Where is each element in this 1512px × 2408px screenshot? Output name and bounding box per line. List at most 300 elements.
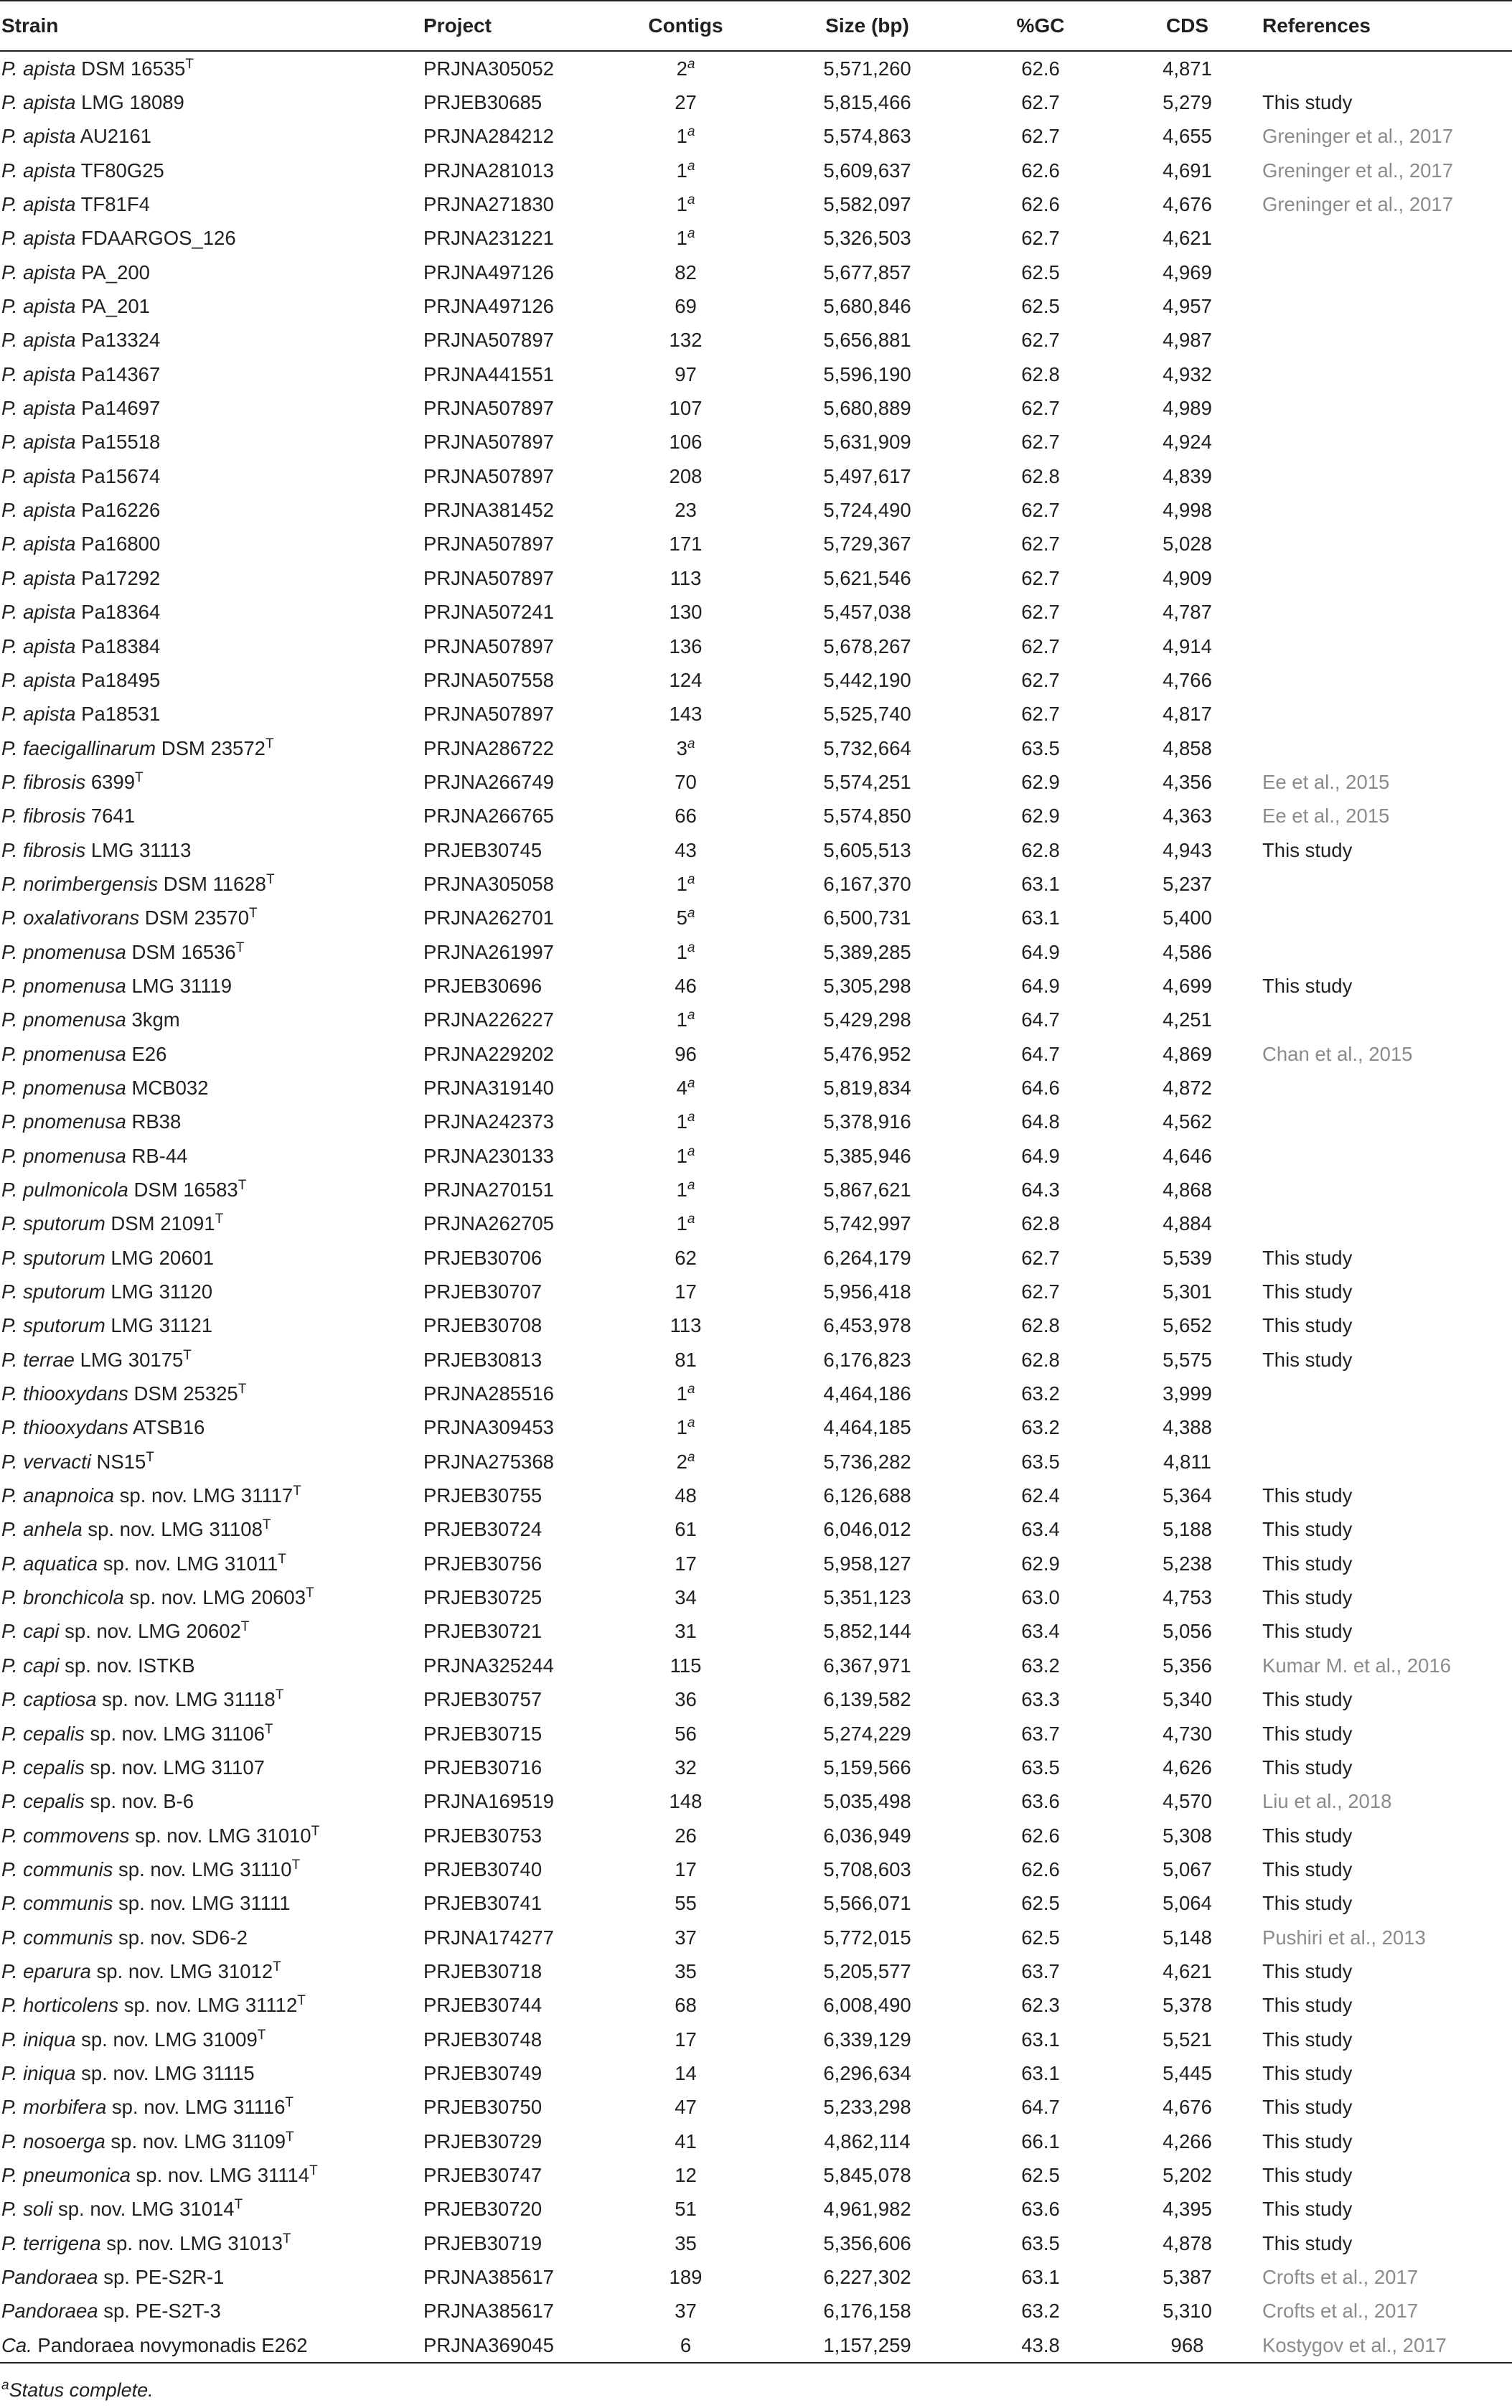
type-strain-marker: T	[311, 1823, 320, 1839]
cell-reference	[1262, 867, 1512, 901]
cell-size: 5,742,997	[823, 1212, 911, 1235]
table-row	[0, 120, 1512, 154]
contigs-value: 115	[670, 1654, 702, 1677]
cell-project: PRJNA507897	[423, 533, 554, 556]
cell-reference: Crofts et al., 2017	[1262, 2266, 1419, 2289]
cell-size: 6,167,370	[823, 872, 911, 895]
type-strain-marker: T	[306, 1585, 314, 1601]
table-row	[0, 1275, 1512, 1308]
strain-designation: 6399	[85, 770, 136, 793]
strain-genus: P.	[1, 125, 18, 148]
type-strain-marker: T	[235, 940, 245, 955]
cell-strain	[0, 663, 423, 697]
strain-genus: P.	[1, 2163, 18, 2186]
cell-strain	[0, 2226, 423, 2260]
cell-contigs	[606, 2056, 766, 2090]
strain-genus: P.	[1, 1654, 18, 1677]
table-row	[0, 1411, 1512, 1445]
cell-cds: 5,400	[1163, 906, 1212, 929]
status-complete-marker: a	[687, 1110, 695, 1125]
table-row	[0, 698, 1512, 731]
strain-epithet: pnomenusa	[23, 1042, 126, 1065]
table-row	[0, 1683, 1512, 1717]
strain-genus: P.	[1, 1824, 18, 1847]
cell-size: 5,958,127	[823, 1552, 911, 1575]
cell-reference: This study	[1262, 838, 1353, 861]
cell-gc: 62.7	[1021, 91, 1060, 114]
cell-strain	[0, 1411, 423, 1445]
cell-strain	[0, 1139, 423, 1173]
contigs-value: 36	[675, 1688, 697, 1711]
contigs-value: 47	[675, 2096, 697, 2119]
strain-designation: ATSB16	[128, 1416, 205, 1439]
strain-genus: P.	[1, 1246, 18, 1269]
strain-genus: P.	[1, 2198, 18, 2221]
cell-size: 5,305,298	[823, 974, 911, 997]
strain-designation: sp. nov. LMG 31114	[130, 2163, 310, 2186]
cell-gc: 63.1	[1021, 2266, 1060, 2289]
contigs-value: 1	[676, 1416, 687, 1439]
cell-strain	[0, 935, 423, 969]
cell-cds: 4,787	[1163, 601, 1212, 624]
cell-project: PRJNA507897	[423, 397, 554, 420]
strain-designation: sp. nov. LMG 20602	[59, 1620, 241, 1643]
table-row	[0, 1649, 1512, 1682]
cell-gc: 62.7	[1021, 601, 1060, 624]
cell-size: 5,956,418	[823, 1280, 911, 1303]
strain-epithet: capi	[23, 1620, 60, 1643]
cell-size: 5,605,513	[823, 838, 911, 861]
cell-strain	[0, 867, 423, 901]
strain-epithet: communis	[23, 1892, 113, 1915]
cell-strain	[0, 1377, 423, 1410]
column-header-strain: Strain	[0, 1, 423, 51]
cell-contigs	[606, 1037, 766, 1071]
cell-size: 5,729,367	[823, 533, 911, 556]
strain-designation: sp. nov. LMG 31009	[75, 2028, 258, 2051]
strain-genus: P.	[1, 431, 18, 454]
strain-genus: P.	[1, 974, 18, 997]
cell-project: PRJNA226227	[423, 1008, 554, 1031]
cell-cds: 4,570	[1163, 1790, 1212, 1813]
strain-epithet: morbifera	[23, 2096, 107, 2119]
cell-cds: 4,621	[1163, 1959, 1212, 1982]
cell-cds: 4,969	[1163, 261, 1212, 284]
cell-contigs	[606, 1173, 766, 1207]
cell-reference: Greninger et al., 2017	[1262, 125, 1454, 148]
contigs-value: 43	[675, 838, 697, 861]
strain-genus: P.	[1, 295, 18, 318]
cell-reference: This study	[1262, 1620, 1353, 1643]
strain-genus: P.	[1, 2061, 18, 2084]
strain-epithet: apista	[23, 193, 76, 216]
cell-reference: This study	[1262, 2096, 1353, 2119]
cell-reference: Liu et al., 2018	[1262, 1790, 1392, 1813]
strain-designation: sp. nov. LMG 31012	[90, 1959, 273, 1982]
cell-gc: 63.7	[1021, 1722, 1060, 1745]
status-complete-marker: a	[687, 226, 695, 242]
cell-reference: Ee et al., 2015	[1262, 770, 1390, 793]
table-row	[0, 493, 1512, 527]
strain-designation: AU2161	[75, 125, 151, 148]
table-row	[0, 256, 1512, 289]
table-row	[0, 1852, 1512, 1886]
cell-strain	[0, 289, 423, 323]
cell-strain	[0, 1580, 423, 1614]
cell-gc: 62.9	[1021, 805, 1060, 828]
cell-project: PRJNA261997	[423, 940, 554, 963]
cell-project: PRJEB30725	[423, 1586, 543, 1609]
cell-strain	[0, 51, 423, 85]
cell-contigs	[606, 1785, 766, 1819]
cell-cds: 4,356	[1163, 770, 1212, 793]
cell-gc: 62.8	[1021, 1212, 1060, 1235]
cell-gc: 62.5	[1021, 1926, 1060, 1949]
contigs-value: 124	[669, 668, 703, 691]
column-header-cds: CDS	[1112, 1, 1262, 51]
strain-genus: P.	[1, 499, 18, 522]
cell-strain	[0, 187, 423, 221]
strain-genus: P.	[1, 906, 18, 929]
cell-contigs	[606, 629, 766, 663]
cell-contigs	[606, 1852, 766, 1886]
strain-genus: P.	[1, 1518, 18, 1541]
cell-contigs	[606, 222, 766, 256]
cell-project: PRJNA231221	[423, 227, 554, 250]
contigs-value: 2	[676, 57, 687, 80]
cell-gc: 43.8	[969, 2328, 1112, 2363]
strain-designation: DSM 16536	[126, 940, 236, 963]
cell-size: 5,819,834	[823, 1076, 911, 1099]
contigs-value: 143	[669, 703, 703, 726]
cell-gc: 64.7	[1021, 1042, 1060, 1065]
cell-project: PRJEB30756	[423, 1552, 543, 1575]
cell-cds: 4,858	[1163, 736, 1212, 759]
strain-genus: Pandoraea	[1, 2266, 98, 2289]
strain-designation: sp. nov. LMG 31115	[75, 2061, 255, 2084]
table-row	[0, 1343, 1512, 1377]
contigs-value: 3	[676, 736, 687, 759]
cell-contigs	[606, 800, 766, 833]
cell-size: 5,574,850	[823, 805, 911, 828]
type-strain-marker: T	[275, 1687, 284, 1703]
table-row	[0, 2295, 1512, 2328]
cell-cds: 4,914	[1163, 634, 1212, 657]
cell-project: PRJEB30718	[423, 1959, 543, 1982]
cell-reference: This study	[1262, 1552, 1353, 1575]
contigs-value: 208	[669, 464, 703, 487]
strain-designation: sp. nov. LMG 31108	[82, 1518, 263, 1541]
cell-size: 5,609,637	[823, 159, 911, 182]
strain-designation: LMG 20601	[105, 1246, 215, 1269]
cell-gc: 63.4	[1021, 1518, 1060, 1541]
strain-designation: sp. nov. LMG 31013	[100, 2231, 283, 2254]
cell-reference: This study	[1262, 1484, 1353, 1507]
cell-contigs	[606, 833, 766, 867]
contigs-value: 17	[675, 1552, 697, 1575]
table-row	[0, 2328, 1512, 2363]
column-header-contigs: Contigs	[606, 1, 766, 51]
cell-reference	[1262, 1105, 1512, 1139]
status-complete-marker: a	[687, 192, 695, 207]
cell-contigs	[606, 426, 766, 459]
strain-epithet: faecigallinarum	[23, 736, 156, 759]
strain-genus: P.	[1, 1144, 18, 1167]
strain-genus: P.	[1, 872, 18, 895]
cell-project: PRJEB30685	[423, 91, 543, 114]
cell-strain	[0, 1241, 423, 1275]
strain-genus: P.	[1, 1416, 18, 1439]
cell-gc: 64.8	[1021, 1110, 1060, 1133]
cell-strain	[0, 1479, 423, 1512]
cell-strain	[0, 357, 423, 391]
strain-genus: P.	[1, 668, 18, 691]
strain-designation: sp. nov. LMG 20603	[123, 1586, 306, 1609]
cell-reference: This study	[1262, 1280, 1353, 1303]
strain-epithet: vervacti	[23, 1450, 91, 1473]
strain-designation: sp. PE-S2T-3	[98, 2300, 221, 2323]
cell-size: 6,367,971	[823, 1654, 911, 1677]
cell-strain	[0, 1887, 423, 1921]
strain-designation: sp. nov. LMG 31010	[129, 1824, 311, 1847]
type-strain-marker: T	[146, 1449, 154, 1465]
cell-cds: 4,868	[1163, 1179, 1212, 1201]
cell-cds: 5,445	[1163, 2061, 1212, 2084]
strain-epithet: iniqua	[23, 2028, 76, 2051]
cell-gc: 64.6	[1021, 1076, 1060, 1099]
type-strain-marker: T	[238, 1381, 247, 1397]
table-row	[0, 1819, 1512, 1852]
cell-reference	[1262, 289, 1512, 323]
table-row	[0, 2056, 1512, 2090]
cell-project: PRJEB30753	[423, 1824, 543, 1847]
cell-reference	[1262, 1445, 1512, 1479]
footnote-text: Status complete.	[9, 2379, 154, 2401]
cell-project: PRJNA385617	[423, 2300, 554, 2323]
cell-contigs	[606, 1377, 766, 1410]
status-complete-marker: a	[687, 1212, 695, 1227]
strain-designation: FDAARGOS_126	[75, 227, 236, 250]
cell-contigs	[606, 391, 766, 425]
column-header-gc: %GC	[969, 1, 1112, 51]
strain-genus: P.	[1, 1688, 18, 1711]
strain-designation: sp. nov. LMG 31118	[96, 1688, 276, 1711]
contigs-value: 130	[669, 601, 703, 624]
strain-epithet: horticolens	[23, 1994, 119, 2017]
cell-project: PRJNA271830	[423, 193, 554, 216]
strain-epithet: apista	[23, 499, 76, 522]
cell-project: PRJNA266749	[423, 770, 554, 793]
type-strain-marker: T	[238, 1177, 247, 1193]
cell-gc: 63.5	[1021, 2231, 1060, 2254]
strain-epithet: captiosa	[23, 1688, 97, 1711]
cell-reference	[1262, 426, 1512, 459]
type-strain-marker: T	[265, 736, 274, 751]
strain-designation: sp. nov. LMG 31112	[118, 1994, 298, 2017]
strain-designation: PA_201	[75, 295, 150, 318]
type-strain-marker: T	[240, 1619, 250, 1635]
cell-project: PRJNA305058	[423, 872, 554, 895]
cell-contigs	[606, 256, 766, 289]
cell-cds: 5,188	[1163, 1518, 1212, 1541]
cell-cds: 4,878	[1163, 2231, 1212, 2254]
cell-size: 4,464,186	[823, 1382, 911, 1405]
type-strain-marker: T	[249, 906, 258, 922]
cell-project: PRJEB30696	[423, 974, 543, 997]
cell-project: PRJNA270151	[423, 1179, 554, 1201]
cell-project: PRJNA441551	[423, 362, 554, 385]
cell-project: PRJEB30716	[423, 1756, 543, 1779]
table-row	[0, 765, 1512, 799]
cell-cds: 5,340	[1163, 1688, 1212, 1711]
strain-designation: Pandoraea novymonadis E262	[32, 2333, 308, 2356]
cell-contigs	[606, 1717, 766, 1751]
strain-epithet: apista	[23, 57, 76, 80]
cell-size: 5,574,863	[823, 125, 911, 148]
contigs-value: 1	[676, 193, 687, 216]
cell-strain	[0, 2260, 423, 2294]
strain-designation: DSM 11628	[158, 872, 266, 895]
table-row	[0, 1071, 1512, 1105]
cell-project: PRJNA229202	[423, 1042, 554, 1065]
cell-size: 6,176,823	[823, 1348, 911, 1371]
strain-epithet: terrigena	[23, 2231, 101, 2254]
cell-project: PRJEB30740	[423, 1857, 543, 1880]
cell-strain	[0, 154, 423, 187]
cell-project: PRJNA309453	[423, 1416, 554, 1439]
cell-reference	[1262, 1377, 1512, 1410]
strain-epithet: pnomenusa	[23, 1008, 126, 1031]
cell-gc: 62.7	[1021, 1246, 1060, 1269]
type-strain-marker: T	[285, 2095, 294, 2111]
cell-project: PRJNA385617	[423, 2266, 554, 2289]
cell-contigs	[606, 1954, 766, 1988]
strain-epithet: eparura	[23, 1959, 91, 1982]
cell-reference	[1262, 493, 1512, 527]
strain-genus: P.	[1, 838, 18, 861]
cell-contigs	[606, 154, 766, 187]
cell-size: 5,378,916	[823, 1110, 911, 1133]
type-strain-marker: T	[215, 1212, 224, 1227]
strain-epithet: thiooxydans	[23, 1416, 128, 1439]
cell-project: PRJEB30750	[423, 2096, 543, 2119]
contigs-value: 41	[675, 2130, 697, 2152]
cell-reference: This study	[1262, 1959, 1353, 1982]
strain-genus: P.	[1, 1994, 18, 2017]
type-strain-marker: T	[273, 1959, 281, 1974]
contigs-value: 12	[675, 2163, 697, 2186]
cell-project: PRJNA369045	[423, 2328, 606, 2363]
cell-project: PRJEB30719	[423, 2231, 543, 2254]
strain-epithet: sputorum	[23, 1246, 105, 1269]
type-strain-marker: T	[297, 1993, 306, 2009]
cell-project: PRJEB30747	[423, 2163, 543, 2186]
cell-strain	[0, 2295, 423, 2328]
cell-project: PRJNA285516	[423, 1382, 554, 1405]
cell-gc: 62.8	[1021, 1348, 1060, 1371]
status-complete-marker: a	[687, 1381, 695, 1397]
cell-contigs	[606, 596, 766, 629]
cell-strain	[0, 1207, 423, 1241]
cell-strain	[0, 85, 423, 119]
cell-strain	[0, 1037, 423, 1071]
strain-genus: P.	[1, 566, 18, 589]
table-row	[0, 1954, 1512, 1988]
contigs-value: 56	[675, 1722, 697, 1745]
strain-genus: P.	[1, 1790, 18, 1813]
strain-genus: P.	[1, 1926, 18, 1949]
cell-gc: 62.5	[1021, 2163, 1060, 2186]
cell-reference	[1262, 357, 1512, 391]
cell-reference: Greninger et al., 2017	[1262, 193, 1454, 216]
strain-genus: P.	[1, 159, 18, 182]
cell-strain	[0, 1615, 423, 1649]
contigs-value: 148	[669, 1790, 703, 1813]
strain-designation: sp. PE-S2R-1	[98, 2266, 225, 2289]
strain-genus: P.	[1, 1008, 18, 1031]
strain-genus: P.	[1, 1382, 18, 1405]
strain-epithet: sputorum	[23, 1280, 105, 1303]
cell-size: 6,126,688	[823, 1484, 911, 1507]
column-header-references: References	[1262, 1, 1512, 51]
cell-reference	[1262, 663, 1512, 697]
cell-strain	[0, 765, 423, 799]
cell-strain	[0, 2124, 423, 2158]
cell-cds: 4,363	[1163, 805, 1212, 828]
table-footnote	[1, 2379, 154, 2402]
cell-reference	[1262, 901, 1512, 935]
cell-cds: 5,301	[1163, 1280, 1212, 1303]
cell-project: PRJNA284212	[423, 125, 554, 148]
cell-cds: 5,056	[1163, 1620, 1212, 1643]
strain-designation: Pa17292	[75, 566, 161, 589]
contigs-value: 1	[676, 1110, 687, 1133]
cell-contigs	[606, 1580, 766, 1614]
cell-reference: Kumar M. et al., 2016	[1262, 1654, 1451, 1677]
table-row	[0, 969, 1512, 1003]
table-row	[0, 459, 1512, 493]
contigs-value: 62	[675, 1246, 697, 1269]
cell-strain	[0, 426, 423, 459]
type-strain-marker: T	[257, 2027, 266, 2043]
cell-size: 1,157,259	[766, 2328, 969, 2363]
cell-gc: 63.7	[1021, 1959, 1060, 1982]
cell-cds: 4,699	[1163, 974, 1212, 997]
cell-reference	[1262, 935, 1512, 969]
strain-designation: LMG 31120	[105, 1280, 213, 1303]
cell-project: PRJEB30755	[423, 1484, 543, 1507]
cell-cds: 4,691	[1163, 159, 1212, 182]
type-strain-marker: T	[291, 1857, 301, 1873]
cell-size: 6,008,490	[823, 1994, 911, 2017]
cell-strain	[0, 2158, 423, 2192]
strain-designation: E26	[126, 1042, 167, 1065]
contigs-value: 113	[670, 1314, 702, 1337]
column-header-project: Project	[423, 1, 606, 51]
cell-cds: 5,356	[1163, 1654, 1212, 1677]
strain-genus: P.	[1, 2096, 18, 2119]
table-row	[0, 289, 1512, 323]
cell-size: 5,732,664	[823, 736, 911, 759]
cell-reference	[1262, 222, 1512, 256]
strain-epithet: sputorum	[23, 1212, 105, 1235]
cell-strain	[0, 1989, 423, 2023]
cell-gc: 62.7	[1021, 431, 1060, 454]
cell-reference: Crofts et al., 2017	[1262, 2300, 1419, 2323]
table-row	[0, 596, 1512, 629]
cell-project: PRJEB30720	[423, 2198, 543, 2221]
cell-cds: 4,626	[1163, 1756, 1212, 1779]
